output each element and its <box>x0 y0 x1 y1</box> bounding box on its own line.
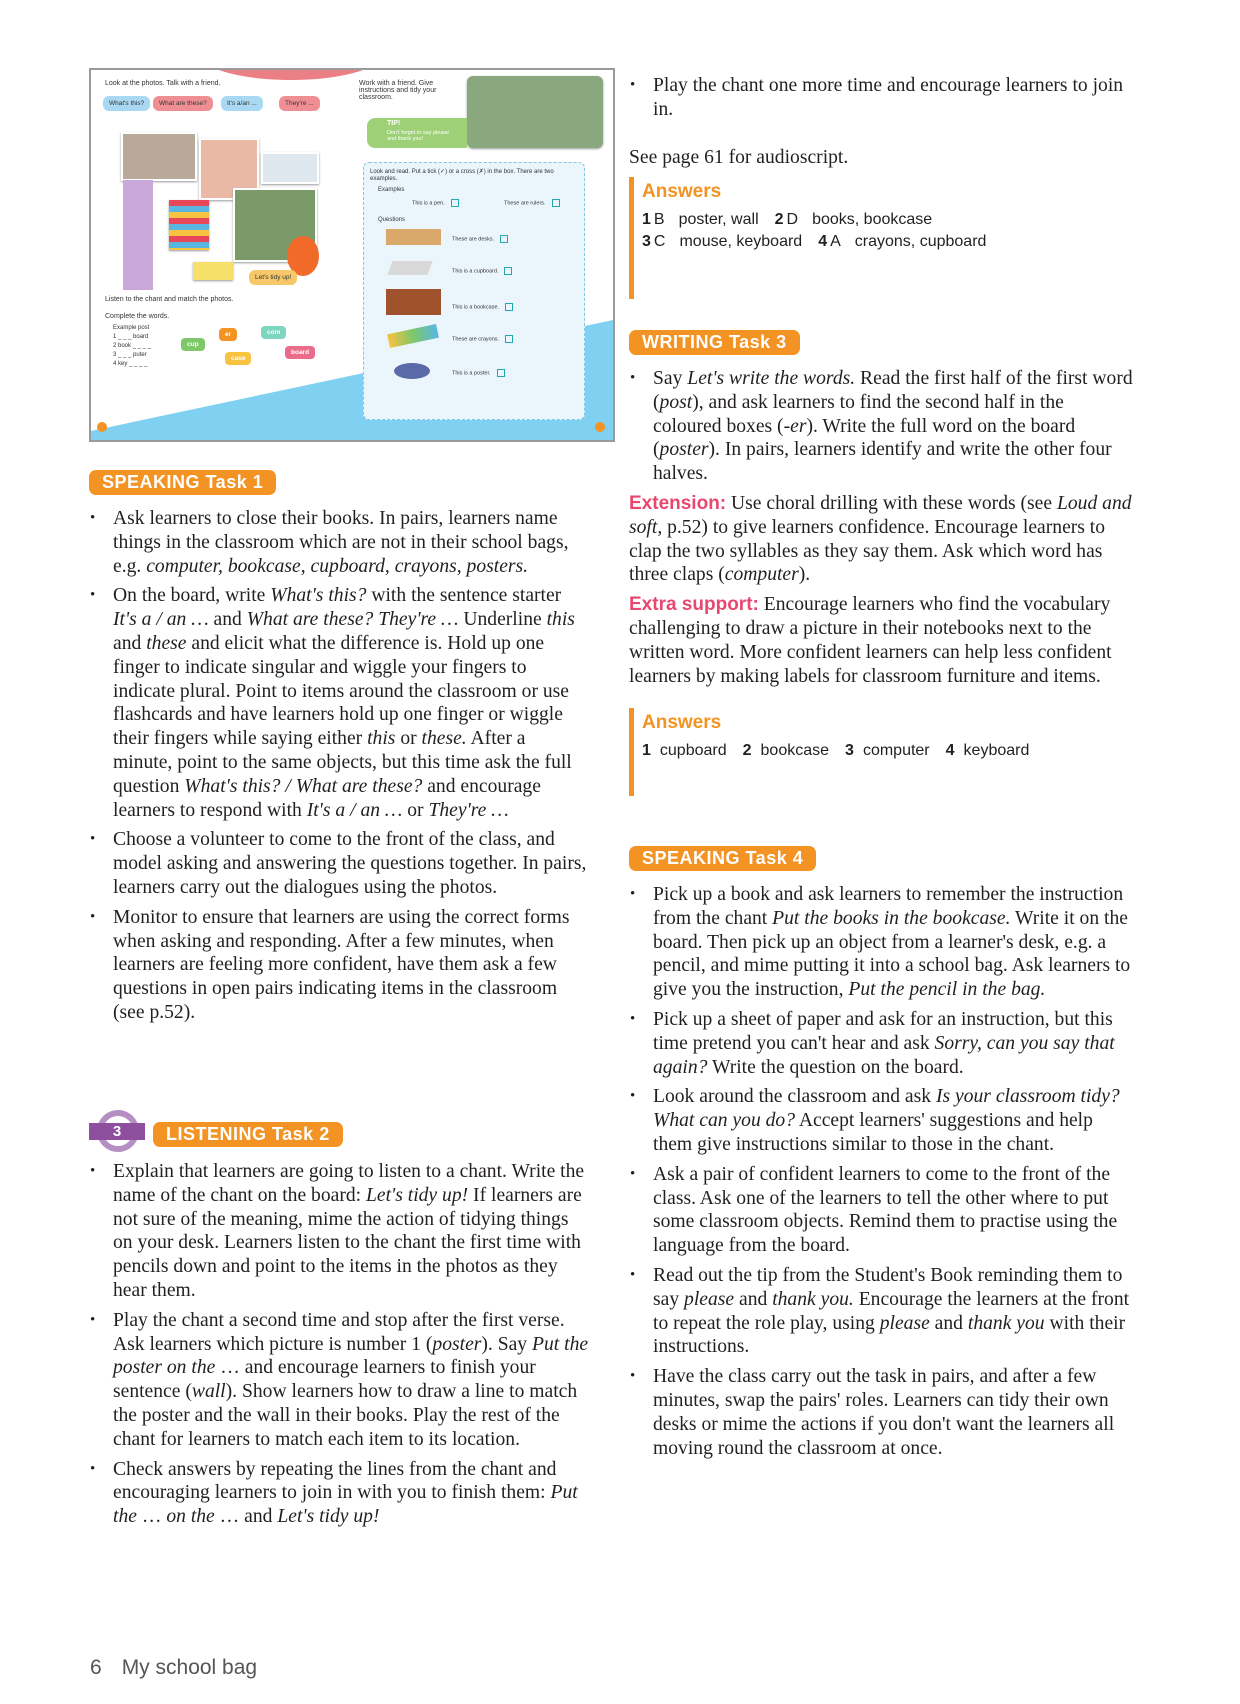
word-box: board <box>285 346 315 359</box>
speaking-task-1-list <box>89 507 589 1025</box>
text-run: Encourage the learners at the front to repeat the role play, using <box>653 1288 1130 1334</box>
emphasis-text: these <box>146 632 187 654</box>
word-box: er <box>219 328 237 341</box>
emphasis-text: Sorry, can you say that again? <box>653 1032 1115 1078</box>
writing-task-3-header: WRITING Task 3 <box>629 330 800 355</box>
answers-title: Answers <box>642 712 722 734</box>
answer-item: 4 keyboard <box>945 742 1030 760</box>
emphasis-text: post <box>659 391 693 413</box>
text-run: with their instructions. <box>653 1312 1126 1358</box>
writing-task-3-section <box>629 330 1134 796</box>
speech-bubble: It's a/an ... <box>221 96 263 111</box>
bullet-item <box>89 584 589 822</box>
answers-box-1 <box>629 177 1134 299</box>
speaking-task-4-section <box>629 846 1134 1466</box>
emphasis-text: thank you. <box>772 1288 854 1310</box>
emphasis-text: Put the books in the bookcase. <box>772 907 1011 929</box>
chant-label: Let's tidy up! <box>249 270 297 285</box>
emphasis-text: It's a / an … <box>306 799 403 821</box>
text-run: Use choral drilling with these words (see <box>726 492 1057 514</box>
bullet-item <box>629 367 1134 486</box>
answers-box-2 <box>629 708 1134 796</box>
bullet-item <box>629 883 1134 1002</box>
track-number-badge <box>89 1110 145 1152</box>
extra-support-label: Extra support: <box>629 594 759 616</box>
text-run: … and <box>214 1506 278 1528</box>
text-run: Read out the tip from the Student's Book reminding them to say <box>653 1264 1123 1310</box>
listening-task-2-list <box>89 1160 589 1529</box>
text-run: Say <box>653 368 688 389</box>
emphasis-text: computer, bookcase, cupboard, crayons, posters. <box>146 555 529 577</box>
extension-label: Extension: <box>629 492 727 514</box>
bullet-item <box>89 1458 589 1529</box>
bullet-item <box>89 1309 589 1452</box>
exercise-2-instruction: Listen to the chant and match the photos. <box>105 296 234 303</box>
page-footer <box>90 1656 277 1680</box>
answers-list <box>642 209 1134 253</box>
emphasis-text: -er <box>783 415 807 437</box>
word-box: com <box>261 326 286 339</box>
answer-item: 4 A crayons, cupboard <box>818 233 987 251</box>
bullet-item <box>629 74 1134 122</box>
text-run: Encourage learners who find the vocabulary challenging to draw a picture in their notebooks next to the written word. More confident learners can help less confident learners by making labels for classroom furniture and items. <box>629 594 1112 687</box>
text-run: or <box>402 799 429 821</box>
text-run: ). <box>798 564 811 586</box>
listening-continued-list <box>629 74 1134 122</box>
page-number-left <box>97 422 107 432</box>
text-run: with the sentence starter <box>366 585 562 607</box>
bullet-item <box>629 1264 1134 1359</box>
photo-cupboard <box>121 132 197 181</box>
speech-bubble: What's this? <box>103 96 150 111</box>
bullet-item <box>629 1085 1134 1156</box>
emphasis-text: What's this? / What are these? <box>184 775 423 797</box>
emphasis-text: It's a / an … <box>113 609 209 631</box>
text-run: , p.52) to give learners confidence. Encourage learners to clap the two syllables as they say them. Ask which word has three claps ( <box>629 516 1106 586</box>
emphasis-text: poster <box>659 439 709 461</box>
exercise-4-instruction: Work with a friend. Give instructions and tidy your classroom. <box>359 80 437 101</box>
text-run: and <box>929 1312 968 1334</box>
extension-paragraph <box>629 492 1134 587</box>
emphasis-text: Put the poster on the <box>113 1333 589 1379</box>
emphasis-text: Is your classroom tidy? What can you do? <box>653 1086 1120 1132</box>
word-lines: Example post 1 _ _ _ board 2 book _ _ _ _ 3 _ _ _ puter 4 key _ _ _ _ <box>113 325 152 367</box>
books-stack <box>169 200 209 250</box>
text-run: … and encourage learners to finish your sentence ( <box>113 1357 536 1403</box>
emphasis-text: Put the pencil in the bag. <box>848 979 1046 1001</box>
emphasis-text: Put the <box>113 1482 578 1528</box>
text-run: ). Say <box>481 1333 533 1355</box>
answer-item: 3 C mouse, keyboard <box>642 233 803 251</box>
listening-continued <box>629 74 1134 299</box>
decorative-arc <box>201 68 381 80</box>
text-run: Accept learners' suggestions and help them give instructions similar to those in the chant. <box>653 1110 1093 1155</box>
emphasis-text: poster <box>432 1333 482 1355</box>
speaking-task-1-section <box>89 470 589 1031</box>
listening-task-2-header: LISTENING Task 2 <box>153 1122 343 1147</box>
text-run: ). Show learners how to draw a line to match the poster and the wall in their books. Play the rest of the chant for learners to match each item to its location. <box>113 1381 578 1450</box>
text-run: Check answers by repeating the lines from the chant and encouraging learners to join in with you to finish them: <box>113 1458 557 1504</box>
text-run: Write the question on the board. <box>707 1056 964 1078</box>
speaking-task-4-list <box>629 883 1134 1460</box>
text-run: After a minute, point to the same objects, but this time ask the full question <box>113 728 572 797</box>
photo-classroom <box>467 76 603 148</box>
emphasis-text: on the <box>166 1506 215 1528</box>
bullet-item <box>629 1163 1134 1258</box>
text-run: Play the chant one more time and encourage learners to join in. <box>653 75 1124 120</box>
text-run: and elicit what the difference is. Hold up one finger to indicate singular and wiggle your fingers to indicate plural. Point to items around the classroom or use flashcards and have learners hold up one finger or wiggle their fingers while saying either <box>113 632 570 750</box>
text-run: Read the first half of the first word ( <box>653 368 1133 413</box>
text-run: ). Write the full word on the board ( <box>653 415 1076 461</box>
bullet-item <box>89 1160 589 1303</box>
exercise-1-instruction: Look at the photos. Talk with a friend. <box>105 80 221 87</box>
text-run: … <box>136 1506 167 1528</box>
text-run: ). In pairs, learners identify and write the other four halves. <box>653 439 1112 485</box>
emphasis-text: computer <box>724 564 799 586</box>
exercise-3-instruction: Complete the words. <box>105 313 170 320</box>
emphasis-text: What's this? <box>270 585 367 607</box>
speech-bubble: They're ... <box>279 96 320 111</box>
extra-support-paragraph <box>629 593 1134 688</box>
text-run: and <box>208 609 247 631</box>
text-run: Pick up a sheet of paper and ask for an instruction, but this time pretend you can't hear and ask <box>653 1008 1113 1054</box>
text-run: If learners are not sure of the meaning, mime the action of tidying things on your desk. Learners listen to the chant the first time with pencils down and point to the items in the photos as they hear them. <box>113 1184 582 1301</box>
answer-item: 1 B poster, wall <box>642 211 759 229</box>
bullet-item <box>89 828 589 899</box>
emphasis-text: Let's tidy up! <box>366 1184 469 1206</box>
emphasis-text: wall <box>191 1381 226 1403</box>
emphasis-text: these. <box>421 728 467 750</box>
text-run: and encourage learners to respond with <box>113 775 541 821</box>
answers-title: Answers <box>642 181 722 203</box>
emphasis-text: They're … <box>428 799 509 821</box>
speaking-task-4-header: SPEAKING Task 4 <box>629 846 816 871</box>
track-number: 3 <box>89 1123 145 1140</box>
speaking-task-1-header: SPEAKING Task 1 <box>89 470 276 495</box>
word-box: cup <box>181 338 205 351</box>
answer-item: 2 D books, bookcase <box>774 211 933 229</box>
bullet-item <box>629 1008 1134 1079</box>
text-run: Underline <box>458 609 547 631</box>
emphasis-text: please <box>684 1288 735 1310</box>
text-run: On the board, write <box>113 585 271 607</box>
text-run: Write it on the board. Then pick up an object from a learner's desk, e.g. a pencil, and mime putting it into a school bag. Ask learners to give you the instruction, <box>653 907 1131 1001</box>
crayons-illustration <box>193 262 233 280</box>
listening-task-2-section <box>89 1110 589 1535</box>
emphasis-text: please <box>879 1312 930 1334</box>
answers-list <box>642 740 1134 762</box>
text-run: or <box>395 728 422 750</box>
emphasis-text: Let's tidy up! <box>277 1506 380 1528</box>
word-box: case <box>225 352 251 365</box>
emphasis-text: thank you <box>967 1312 1045 1334</box>
answer-item: 3 computer <box>845 742 930 760</box>
emphasis-text: this <box>367 728 396 750</box>
text-run: Pick up a book and ask learners to remember the instruction from the chant <box>653 884 1124 929</box>
emphasis-text: Loud and soft <box>629 492 1132 538</box>
page-number-right <box>595 422 605 432</box>
emphasis-text: Let's write the words. <box>687 368 856 389</box>
answer-item: 1 cupboard <box>642 742 727 760</box>
text-run: Have the class carry out the task in pairs, and after a few minutes, swap the pairs' roles. Learners can tidy their own desks or mime the actions if you don't want the learners all moving round the classroom at once. <box>653 1366 1115 1459</box>
text-run: Explain that learners are going to listen to a chant. Write the name of the chant on the board: <box>113 1161 585 1206</box>
text-run: Ask learners to close their books. In pairs, learners name things in the classroom which are not in their school bags, e.g. <box>113 508 569 577</box>
bullet-item <box>89 906 589 1025</box>
bullet-item <box>89 507 589 578</box>
unit-title: My school bag <box>121 1656 258 1679</box>
emphasis-text: What are these? They're … <box>246 609 459 631</box>
writing-task-3-list <box>629 367 1134 486</box>
tip-box: TIP! Don't forget to say please and thank you! <box>367 118 467 148</box>
audioscript-note: See page 61 for audioscript. <box>629 146 849 168</box>
text-run: Look around the classroom and ask <box>653 1086 936 1108</box>
bullet-item <box>629 1365 1134 1460</box>
text-run: ), and ask learners to find the second half in the coloured boxes ( <box>653 391 1064 437</box>
photo-keyboard <box>261 152 319 184</box>
speech-bubble: What are these? <box>153 96 213 111</box>
students-book-thumbnail <box>89 68 615 442</box>
text-run: Choose a volunteer to come to the front of the class, and model asking and answering the questions together. In pairs, learners carry out the dialogues using the photos. <box>113 829 587 898</box>
page-number: 6 <box>90 1656 102 1679</box>
emphasis-text: this <box>546 609 575 631</box>
text-run: Ask a pair of confident learners to come to the front of the class. Ask one of the learners to tell the other where to put some classroom objects. Remind them to practise using the language from the board. <box>653 1163 1118 1257</box>
text-run: and <box>734 1288 773 1310</box>
answer-item: 2 bookcase <box>742 742 830 760</box>
text-run: Monitor to ensure that learners are using the correct forms when asking and responding. After a few minutes, when learners are feeling more confident, have them ask a few questions in open pairs indicating items in the classroom (see p.52). <box>113 906 570 1023</box>
text-run: and <box>113 632 147 654</box>
text-run: Play the chant a second time and stop after the first verse. Ask learners which picture is number 1 ( <box>113 1309 565 1355</box>
exercise-5-box: Look and read. Put a tick (✓) or a cross (✗) in the box. There are two examples. Examples This is a pen. These are rulers. Questions These are desks. This is a cupboard. This is a bookcase. These are crayons. This is a poster. <box>363 162 585 420</box>
girl-illustration <box>123 180 153 290</box>
